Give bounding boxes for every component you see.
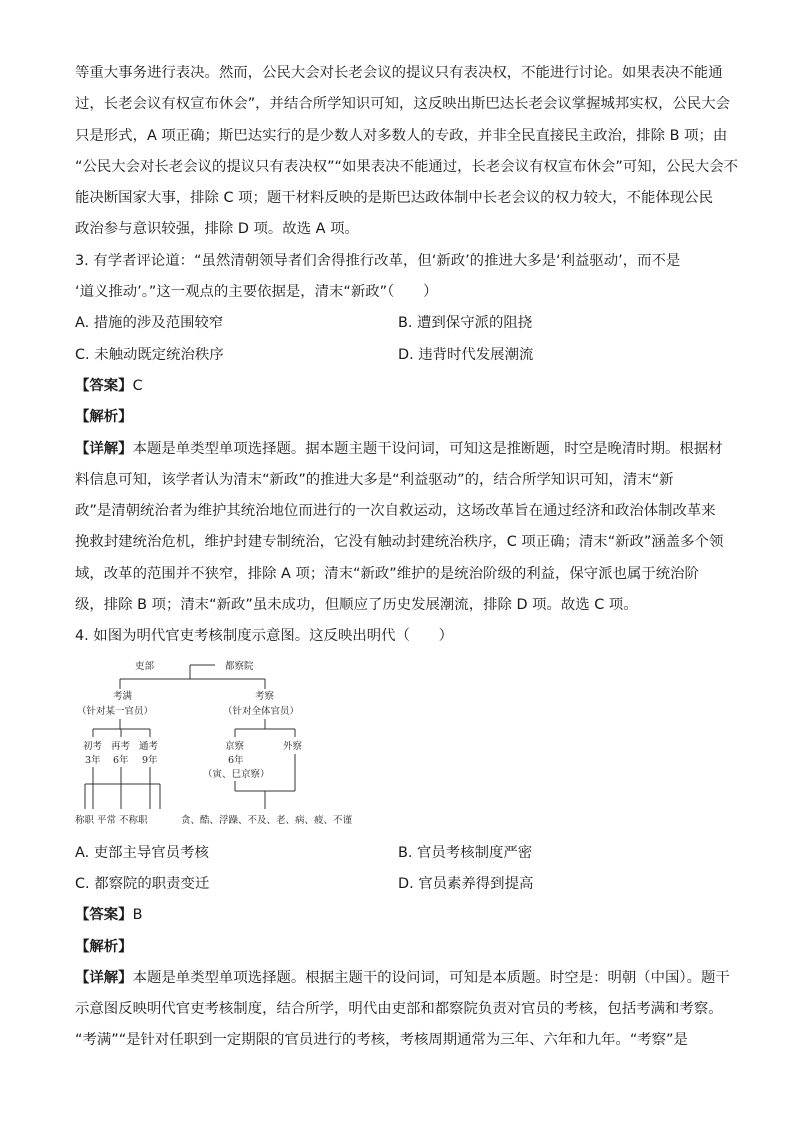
answer-value: B (132, 907, 143, 924)
option-c: C. 未触动既定统治秩序 (75, 346, 224, 363)
question-stem: 3. 有学者评论道：“虽然清朝领导者们舍得推行改革，但‘新政’的推进大多是‘利益驱动’，而不是 (75, 252, 681, 269)
text-line: 能决断国家大事，排除 C 项；题干材料反映的是斯巴达政体制中长老会议的权力较大，不能体现公民 (75, 190, 713, 207)
answer-tag: 【答案】 (75, 377, 133, 394)
detail-line: 示意图反映明代官吏考核制度，结合所学，明代由吏部和都察院负责对官员的考核，包括考满和考察。 (75, 1001, 723, 1018)
option-row (75, 838, 725, 869)
answer-value: C (132, 377, 143, 394)
detail-line: 政”是清朝统治者为维护其统治地位而进行的一次自救运动，这场改革旨在通过经济和政治体制改革来 (75, 503, 716, 520)
detail-tag: 【详解】 (75, 969, 133, 986)
stage-years: 6年 (113, 754, 129, 766)
option-a: A. 措施的涉及范围较窄 (75, 315, 224, 332)
detail-line (75, 434, 725, 465)
detail-line: 挽救封建统治危机，维护封建专制统治，它没有触动封建统治秩序，C 项正确；清末“新政”涵盖多个领 (75, 534, 724, 551)
detail-line: “考满”“是针对任职到一定期限的官员进行的考核，考核周期通常为三年、六年和九年。“考察”是 (75, 1032, 688, 1049)
answer-tag: 【答案】 (75, 907, 133, 924)
option-b: B. 遭到保守派的阻挠 (398, 315, 533, 332)
option-d: D. 违背时代发展潮流 (398, 346, 534, 363)
detail-line: 料信息可知，该学者认为清末“新政”的推进大多是“利益驱动”的，结合所学知识可知，清末“新 (75, 471, 674, 488)
document-content (75, 58, 739, 1057)
diagram-label-kaoman: 考满 (113, 690, 133, 702)
text-line: 等重大事务进行表决。然而，公民大会对长老会议的提议只有表决权，不能进行讨论。如果表决不能通 (75, 65, 723, 81)
jingcha-note: （寅、巳京察） (203, 768, 270, 780)
question-4 (75, 621, 730, 1056)
diagram-label-kaocha-sub: （针对全体官员） (223, 705, 300, 717)
question-3 (75, 246, 725, 622)
detail-tag: 【详解】 (75, 440, 133, 457)
detail-line (75, 963, 730, 994)
prev-explanation (75, 58, 739, 246)
analysis-tag: 【解析】 (75, 938, 133, 955)
answer-line (75, 900, 725, 931)
diagram-bottom-right: 贪、酷、浮躁、不及、老、病、疲、不谨 (181, 814, 353, 826)
diagram-label-kaoman-sub: （针对某一官员） (77, 705, 154, 717)
answer-line (75, 371, 725, 402)
question-stem: 4. 如图为明代官吏考核制度示意图。这反映出明代（ ） (75, 628, 454, 645)
option-row (75, 308, 725, 339)
detail-text: 本题是单类型单项选择题。据本题主题干设问词，可知这是推断题，时空是晚清时期。根据材 (132, 440, 723, 457)
text-line: 政治参与意识较强，排除 D 项。故选 A 项。 (75, 221, 359, 238)
analysis-tag: 【解析】 (75, 409, 133, 426)
option-row (75, 869, 725, 900)
stage-name: 通考 (139, 740, 159, 752)
diagram-svg (75, 659, 375, 834)
diagram-label-waicha: 外察 (283, 740, 303, 752)
text-line: “公民大会对长老会议的提议只有表决权”“如果表决不能通过，长老会议有权宣布休会”可知，公民大会不 (75, 158, 739, 175)
detail-line: 域，改革的范围并不狭窄，排除 A 项；清末“新政”维护的是统治阶级的利益，保守派也属于统治阶 (75, 565, 699, 582)
question-stem: ‘道义推动’。”这一观点的主要依据是，清末“新政”（ ） (75, 284, 438, 301)
diagram-label-libu: 吏部 (135, 660, 155, 672)
diagram-label-kaocha: 考察 (255, 690, 275, 702)
stage-years: 9年 (142, 754, 158, 766)
stage-name: 初考 (83, 740, 103, 752)
option-c: C. 都察院的职责变迁 (75, 875, 210, 892)
diagram-bottom-left: 称职 平常 不称职 (75, 814, 148, 826)
text-line: 过，长老会议有权宣布休会”，并结合所学知识可知，这反映出斯巴达长老会议掌握城邦实权，公民大会 (75, 96, 731, 113)
stage-years: 3年 (85, 754, 101, 766)
option-row (75, 340, 725, 371)
stage-name: 再考 (111, 740, 131, 752)
diagram-label-jingcha: 京察 (225, 740, 245, 752)
option-b: B. 官员考核制度严密 (398, 844, 533, 861)
assessment-diagram (75, 653, 725, 838)
text-line: 只是形式，A 项正确；斯巴达实行的是少数人对多数人的专政，并非全民直接民主政治，排除 B 项；由 (75, 127, 728, 144)
option-d: D. 官员素养得到提高 (398, 875, 534, 892)
option-a: A. 吏部主导官员考核 (75, 844, 209, 861)
detail-text: 本题是单类型单项选择题。根据主题干的设问词，可知是本质题。时空是：明朝（中国）。题干 (132, 969, 730, 986)
jingcha-years: 6年 (228, 754, 244, 766)
detail-line: 级，排除 B 项；清末“新政”虽未成功，但顺应了历史发展潮流，排除 D 项。故选 C 项。 (75, 597, 638, 614)
diagram-label-duchayuan: 都察院 (225, 660, 254, 672)
